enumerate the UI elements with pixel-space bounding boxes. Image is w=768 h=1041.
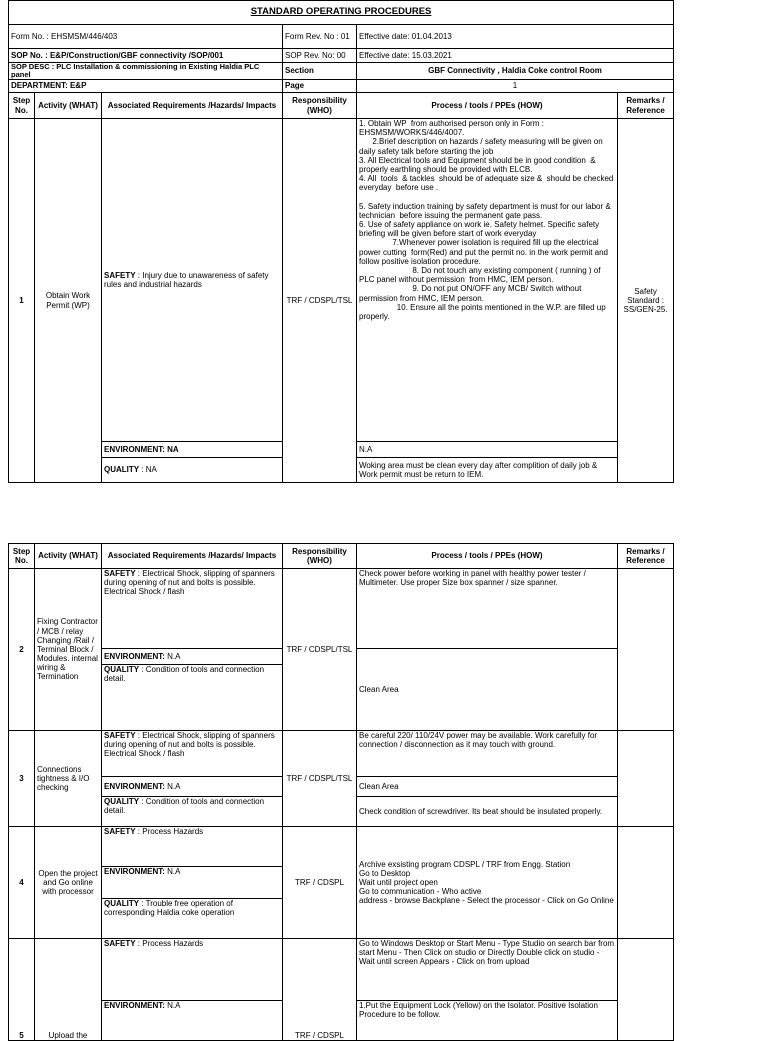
quality-requirement: QUALITY : Trouble free operation of corresponding Haldia coke operation [102, 899, 283, 939]
column-requirements: Associated Requirements /Hazards/ Impacts [102, 93, 283, 119]
responsibility: TRF / CDSPL [283, 939, 357, 1041]
column-step: Step No. [9, 544, 35, 569]
step-number: 2 [9, 569, 35, 731]
process-safety: Be careful 220/ 110/24V power may be available. Work carefully for connection / disconnection as it may touch with ground. [357, 731, 618, 777]
activity: Connections tightness & I/O checking [35, 731, 102, 827]
safety-requirement: SAFETY : Injury due to unawareness of safety rules and industrial hazards [102, 119, 283, 442]
section-value: GBF Connectivity , Haldia Coke control Room [357, 63, 674, 80]
sop-description: SOP DESC : PLC Installation & commissioning in Existing Haldia PLC panel [9, 63, 283, 80]
column-responsibility: Responsibility (WHO) [283, 544, 357, 569]
table-row [9, 119, 674, 442]
activity: Open the project and Go online with processor [35, 827, 102, 939]
safety-requirement: SAFETY : Electrical Shock, slipping of spanners during opening of nut and bolts is possible. Electrical Shock / flash [102, 569, 283, 649]
safety-requirement: SAFETY : Electrical Shock, slipping of spanners during opening of nut and bolts is possible. Electrical Shock / flash [102, 731, 283, 777]
environment-requirement: ENVIRONMENT: NA [102, 442, 283, 458]
environment-requirement: ENVIRONMENT: N.A [102, 1001, 283, 1041]
column-activity: Activity (WHAT) [35, 93, 102, 119]
table-row [9, 569, 674, 649]
responsibility: TRF / CDSPL/TSL [283, 119, 357, 483]
environment-requirement: ENVIRONMENT: N.A [102, 649, 283, 665]
remarks [618, 939, 674, 1041]
remarks [618, 569, 674, 731]
column-activity: Activity (WHAT) [35, 544, 102, 569]
step-number: 4 [9, 827, 35, 939]
department: DEPARTMENT: E&P [9, 80, 283, 93]
sop-revision: SOP Rev. No: 00 [283, 49, 357, 63]
document-title: STANDARD OPERATING PROCEDURES [9, 1, 674, 25]
form-revision: Form Rev. No : 01 [283, 25, 357, 49]
sop-table-page-2 [8, 543, 674, 1041]
safety-requirement: SAFETY : Process Hazards [102, 827, 283, 867]
column-process: Process / tools / PPEs (HOW) [357, 544, 618, 569]
form-number: Form No. : EHSMSM/446/403 [9, 25, 283, 49]
process-environment: Clean Area [357, 649, 618, 731]
step-number: 3 [9, 731, 35, 827]
process-safety: Check power before working in panel with healthy power tester / Multimeter. Use proper Size box spanner / size spanner. [357, 569, 618, 649]
table-row [9, 939, 674, 1001]
page-label: Page [283, 80, 357, 93]
environment-requirement: ENVIRONMENT: N.A [102, 777, 283, 797]
responsibility: TRF / CDSPL/TSL [283, 731, 357, 827]
sop-effective-date: Effective date: 15.03.2021 [357, 49, 674, 63]
section-label: Section [283, 63, 357, 80]
column-responsibility: Responsibility (WHO) [283, 93, 357, 119]
remarks [618, 731, 674, 827]
quality-requirement: QUALITY : Condition of tools and connection detail. [102, 665, 283, 731]
sop-table-page-1 [8, 0, 674, 483]
safety-requirement: SAFETY : Process Hazards [102, 939, 283, 1001]
quality-requirement: QUALITY : NA [102, 458, 283, 483]
activity: Obtain Work Permit (WP) [35, 119, 102, 483]
column-process: Process / tools / PPEs (HOW) [357, 93, 618, 119]
column-requirements: Associated Requirements /Hazards/ Impacts [102, 544, 283, 569]
process-steps: Archive exsisting program CDSPL / TRF from Engg. Station Go to Desktop Wait until project open Go to communication - Who active address - browse Backplane - Select the processor - Click on Go Online [357, 827, 618, 939]
process-safety: Go to Windows Desktop or Start Menu - Type Studio on search bar from start Menu - Then Click on studio or Directly Double click on studio - Wait until screen Appears - Click on from upload [357, 939, 618, 1001]
quality-requirement: QUALITY : Condition of tools and connection detail. [102, 797, 283, 827]
environment-requirement: ENVIRONMENT: N.A [102, 867, 283, 899]
process-environment: Clean Area [357, 777, 618, 797]
activity: Upload the [35, 939, 102, 1041]
remarks: Safety Standard : SS/GEN-25. [618, 119, 674, 483]
activity: Fixing Contractor / MCB / relay Changing /Rail / Terminal Block / Modules. internal wiring & Termination [35, 569, 102, 731]
column-remarks: Remarks / Reference [618, 544, 674, 569]
remarks [618, 827, 674, 939]
step-number: 5 [9, 939, 35, 1041]
sop-number: SOP No. : E&P/Construction/GBF connectivity /SOP/001 [9, 49, 283, 63]
table-row [9, 827, 674, 867]
responsibility: TRF / CDSPL [283, 827, 357, 939]
process-quality: Check condition of screwdriver. Its beat should be insulated properly. [357, 797, 618, 827]
form-effective-date: Effective date: 01.04.2013 [357, 25, 674, 49]
process-quality: Woking area must be clean every day after complition of daily job & Work permit must be return to IEM. [357, 458, 618, 483]
step-number: 1 [9, 119, 35, 483]
process-safety: 1. Obtain WP from authorised person only in Form : EHSMSM/WORKS/446/4007. 2.Brief description on hazards / safety measuring will be given on daily safety talk before starting the job 3. All Electrical tools and Equipment should be in good condition & properly earthling should be provided with ELCB. 4. All tools & tackles should be of adequate size & should be checked everyday before use . 5. Safety induction training by safety department is must for our labor & technician before issuing the permanent gate pass. 6. Use of safety appliance on work ie. Safety helmet. Specific safety briefing will be given before start of work everyday 7.Whenever power isolation is required fill up the electrical power cutting form(Red) and put the permit no. in the work permit and follow positive isolation procedure. 8. Do not touch any existing component ( running ) of PLC panel without permission from HMC, IEM person. 9. Do not put ON/OFF any MCB/ Switch without permission from HMC, IEM person. 10. Ensure all the points mentioned in the W.P. are filled up properly. [357, 119, 618, 442]
column-step: Step No. [9, 93, 35, 119]
process-environment: 1.Put the Equipment Lock (Yellow) on the Isolator. Positive Isolation Procedure to be follow. [357, 1001, 618, 1041]
process-environment: N.A [357, 442, 618, 458]
table-row [9, 731, 674, 777]
responsibility: TRF / CDSPL/TSL [283, 569, 357, 731]
page-number: 1 [357, 80, 674, 93]
column-remarks: Remarks / Reference [618, 93, 674, 119]
